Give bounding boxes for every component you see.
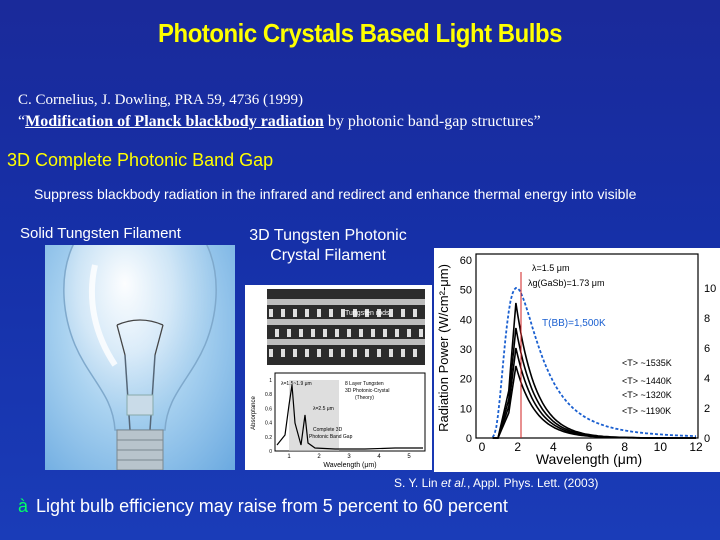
plot-ytick-left: 10 (459, 403, 472, 416)
sem-rod (329, 309, 333, 317)
sem-rod (293, 309, 297, 317)
photonic-crystal-figure (245, 285, 432, 470)
sem-rod (305, 309, 309, 317)
sem-rod (419, 329, 423, 337)
sem-rod (341, 349, 345, 357)
temp-label-3: <T> ~1320K (622, 390, 672, 400)
sem-rod (323, 329, 327, 337)
plot-xtick: 0 (478, 440, 486, 454)
sem-rod (413, 349, 417, 357)
sem-rod (389, 309, 393, 317)
lambda1-label: λ=1.5 μm (532, 263, 570, 273)
bb-temp-label: T(BB)=1,500K (542, 318, 606, 329)
sem-rod (317, 309, 321, 317)
light-bulb-illustration (45, 245, 235, 470)
sem-rod (287, 329, 291, 337)
plot-ytick-left: 20 (459, 373, 472, 386)
absorptance-ylabel: Absorptance (251, 396, 257, 430)
sem-rod (305, 349, 309, 357)
sem-rod (389, 349, 393, 357)
plot-ytick-left: 40 (459, 314, 472, 327)
sem-rod (401, 349, 405, 357)
temp-label-4: <T> ~1190K (622, 406, 672, 416)
sem-rod (317, 349, 321, 357)
sem-rod (299, 329, 303, 337)
plot-ytick-left: 30 (459, 344, 472, 356)
sem-rod (395, 329, 399, 337)
sem-rod (407, 329, 411, 337)
plot-ytick-right: 8 (704, 313, 711, 325)
sem-rod (281, 349, 285, 357)
sem-rod (269, 349, 273, 357)
sem-rod (311, 329, 315, 337)
plot-ytick-right: 10 (704, 283, 717, 295)
conclusion-line (18, 496, 508, 517)
absorptance-ytick: 0.4 (265, 420, 272, 427)
section-heading: 3D Complete Photonic Band Gap (7, 150, 274, 170)
absorptance-xtick: 4 (377, 454, 381, 460)
sem-rods-label: Tungsten rods (345, 310, 390, 317)
plot-xtick: 6 (585, 440, 593, 454)
photonic-crystal-svg (245, 285, 432, 470)
temp-label-2: <T> ~1440K (622, 376, 672, 386)
slide-title: Photonic Crystals Based Light Bulbs (158, 18, 562, 48)
pbg-line-1: Complete 3D (313, 427, 343, 433)
plot-ytick-right: 2 (704, 403, 711, 415)
sem-rod (365, 349, 369, 357)
sem-rod (293, 349, 297, 357)
plot-xtick: 12 (689, 440, 703, 454)
inset-line-3: (Theory) (355, 395, 374, 401)
light-bulb-photo (45, 245, 235, 470)
absorptance-xtick: 2 (317, 454, 321, 460)
plot-ytick-right: 6 (704, 343, 711, 355)
sem-rod (275, 329, 279, 337)
sem-rod (371, 329, 375, 337)
sem-rod (347, 329, 351, 337)
absorptance-xtick: 1 (287, 454, 291, 460)
pbg-line-2: Photonic Band Gap (309, 434, 353, 440)
paper-title (18, 113, 541, 131)
figure-citation (394, 476, 598, 490)
sem-rod (329, 349, 333, 357)
citation-suffix: , Appl. Phys. Lett. (2003) (466, 476, 599, 490)
absorptance-ytick: 0.8 (265, 392, 272, 399)
plot-ytick-right: 0 (704, 433, 711, 445)
sem-rod (413, 309, 417, 317)
absorptance-xtick: 5 (407, 454, 411, 460)
plot-xtick: 10 (653, 440, 668, 454)
sem-rod (353, 349, 357, 357)
absorptance-xtick: 3 (347, 454, 351, 460)
absorptance-xlabel: Wavelength (μm) (323, 462, 377, 469)
solid-filament-label: Solid Tungsten Filament (20, 225, 181, 242)
inset-line-2: 3D Photonic-Crystal (345, 388, 390, 394)
sem-rod (401, 309, 405, 317)
plot-xlabel: Wavelength (μm) (535, 451, 643, 467)
conclusion-text: Light bulb efficiency may raise from 5 percent to 60 percent (36, 496, 508, 516)
plot-ytick-left: 60 (459, 255, 472, 267)
plot-ytick-left: 0 (465, 433, 472, 445)
lambda2-annotation: λ=2.5 μm (313, 406, 334, 412)
crystal-filament-label: 3D Tungsten Photonic Crystal Filament (249, 227, 407, 264)
plot-xtick: 4 (549, 440, 557, 454)
paper-title-rest: by photonic band-gap structures” (323, 113, 541, 130)
sem-rod (335, 329, 339, 337)
paper-title-open-quote: “ (18, 113, 26, 130)
band-gap-region (289, 380, 339, 451)
plot-ylabel: Radiation Power (W/cm²-μm) (436, 264, 451, 432)
radiation-plot (434, 248, 720, 472)
sem-rod (383, 329, 387, 337)
lambda2-label: λg(GaSb)=1.73 μm (528, 278, 605, 288)
absorptance-ytick: 0.6 (265, 406, 272, 413)
citation-etal: et al. (440, 476, 467, 490)
temp-label-1: <T> ~1535K (622, 358, 672, 368)
lambda-annotation: λ=1.5~1.9 μm (281, 381, 312, 387)
sem-rod (281, 309, 285, 317)
plot-xtick: 2 (514, 440, 522, 454)
paper-title-underlined: Modification of Planck blackbody radiation (25, 113, 324, 130)
absorptance-ytick: 1 (269, 378, 272, 384)
citation-prefix: S. Y. Lin (394, 476, 441, 490)
absorptance-ytick: 0 (269, 449, 272, 455)
radiation-plot-svg (434, 248, 720, 472)
plot-ytick-right: 4 (704, 373, 711, 385)
plot-xtick: 8 (621, 440, 629, 454)
reference-citation: C. Cornelius, J. Dowling, PRA 59, 4736 (1999) (18, 92, 304, 108)
arrow-icon: à (18, 496, 29, 516)
plot-ytick-left: 50 (459, 284, 472, 297)
sem-rod (359, 329, 363, 337)
section-subtext: Suppress blackbody radiation in the infrared and redirect and enhance thermal energy into visible (34, 186, 637, 202)
inset-line-1: 8 Layer Tungsten (345, 381, 384, 387)
sem-rod (377, 349, 381, 357)
absorptance-ytick: 0.2 (265, 434, 272, 441)
sem-rod (269, 309, 273, 317)
